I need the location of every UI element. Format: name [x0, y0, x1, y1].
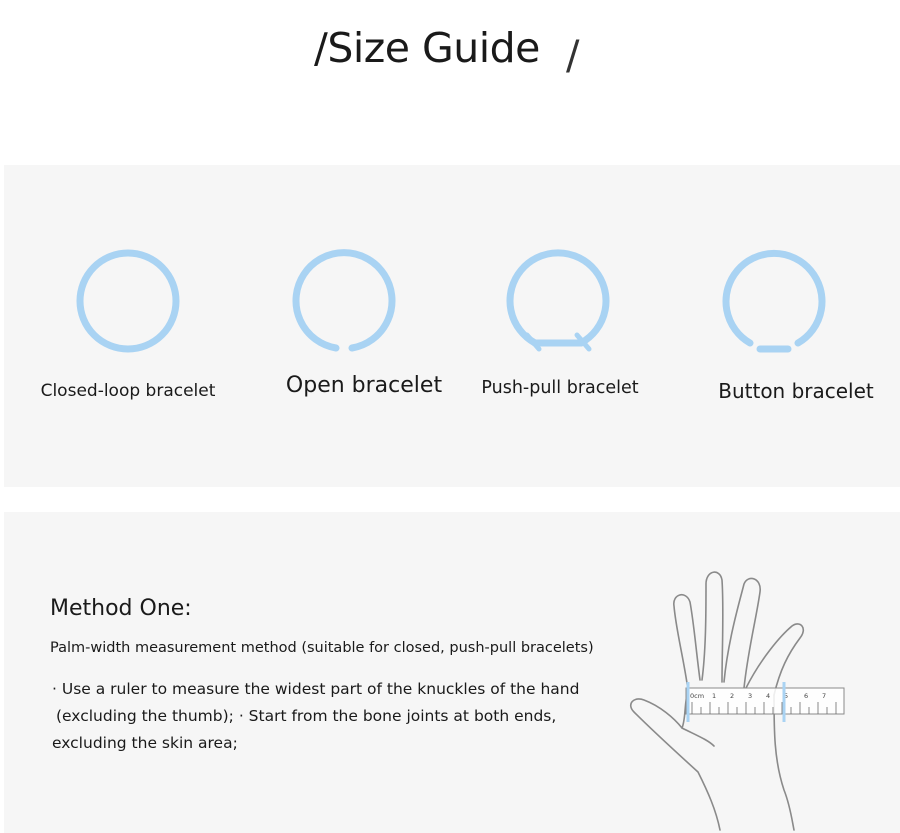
- button-bracelet-icon: [714, 243, 834, 363]
- bracelet-type-push-pull: [481, 165, 698, 487]
- measurement-method-panel: [4, 512, 900, 833]
- ruler-tick-label: 7: [822, 692, 827, 700]
- bracelet-types-panel: [4, 165, 900, 487]
- method-subtitle: Palm-width measurement method (suitable for closed, push-pull bracelets): [50, 640, 594, 656]
- page-header: [0, 22, 900, 78]
- method-title: Method One:: [50, 596, 192, 621]
- title-slash-decoration: /: [566, 33, 580, 79]
- ruler-tick-label: 3: [748, 692, 753, 700]
- ruler-icon: [686, 682, 844, 722]
- hand-ruler-illustration: [624, 540, 854, 833]
- bracelet-type-label: Button bracelet: [718, 379, 874, 403]
- ruler-tick-label: 2: [730, 692, 735, 700]
- bracelet-type-label: Push-pull bracelet: [481, 378, 639, 398]
- ruler-tick-label: 6: [804, 692, 809, 700]
- ruler-tick-label: 4: [766, 692, 771, 700]
- bracelet-type-closed-loop: [40, 165, 268, 487]
- ruler-tick-label: 5: [784, 692, 789, 700]
- page-title: /Size Guide: [314, 24, 540, 72]
- instruction-line: · Use a ruler to measure the widest part of the knuckles of the hand: [52, 680, 580, 698]
- push-pull-bracelet-icon: [498, 243, 618, 363]
- instruction-line: (excluding the thumb); · Start from the bone joints at both ends,: [56, 707, 557, 725]
- bracelet-type-label: Open bracelet: [285, 373, 443, 398]
- bracelet-type-open: [284, 165, 484, 487]
- closed-loop-bracelet-icon: [68, 243, 188, 363]
- bracelet-type-button: [714, 165, 900, 487]
- method-instructions: [52, 676, 632, 757]
- instruction-line: excluding the skin area;: [52, 734, 238, 752]
- open-bracelet-icon: [284, 243, 404, 363]
- bracelet-type-label: Closed-loop bracelet: [40, 381, 216, 401]
- ruler-tick-label: 0cm: [690, 692, 705, 700]
- ruler-tick-label: 1: [712, 692, 717, 700]
